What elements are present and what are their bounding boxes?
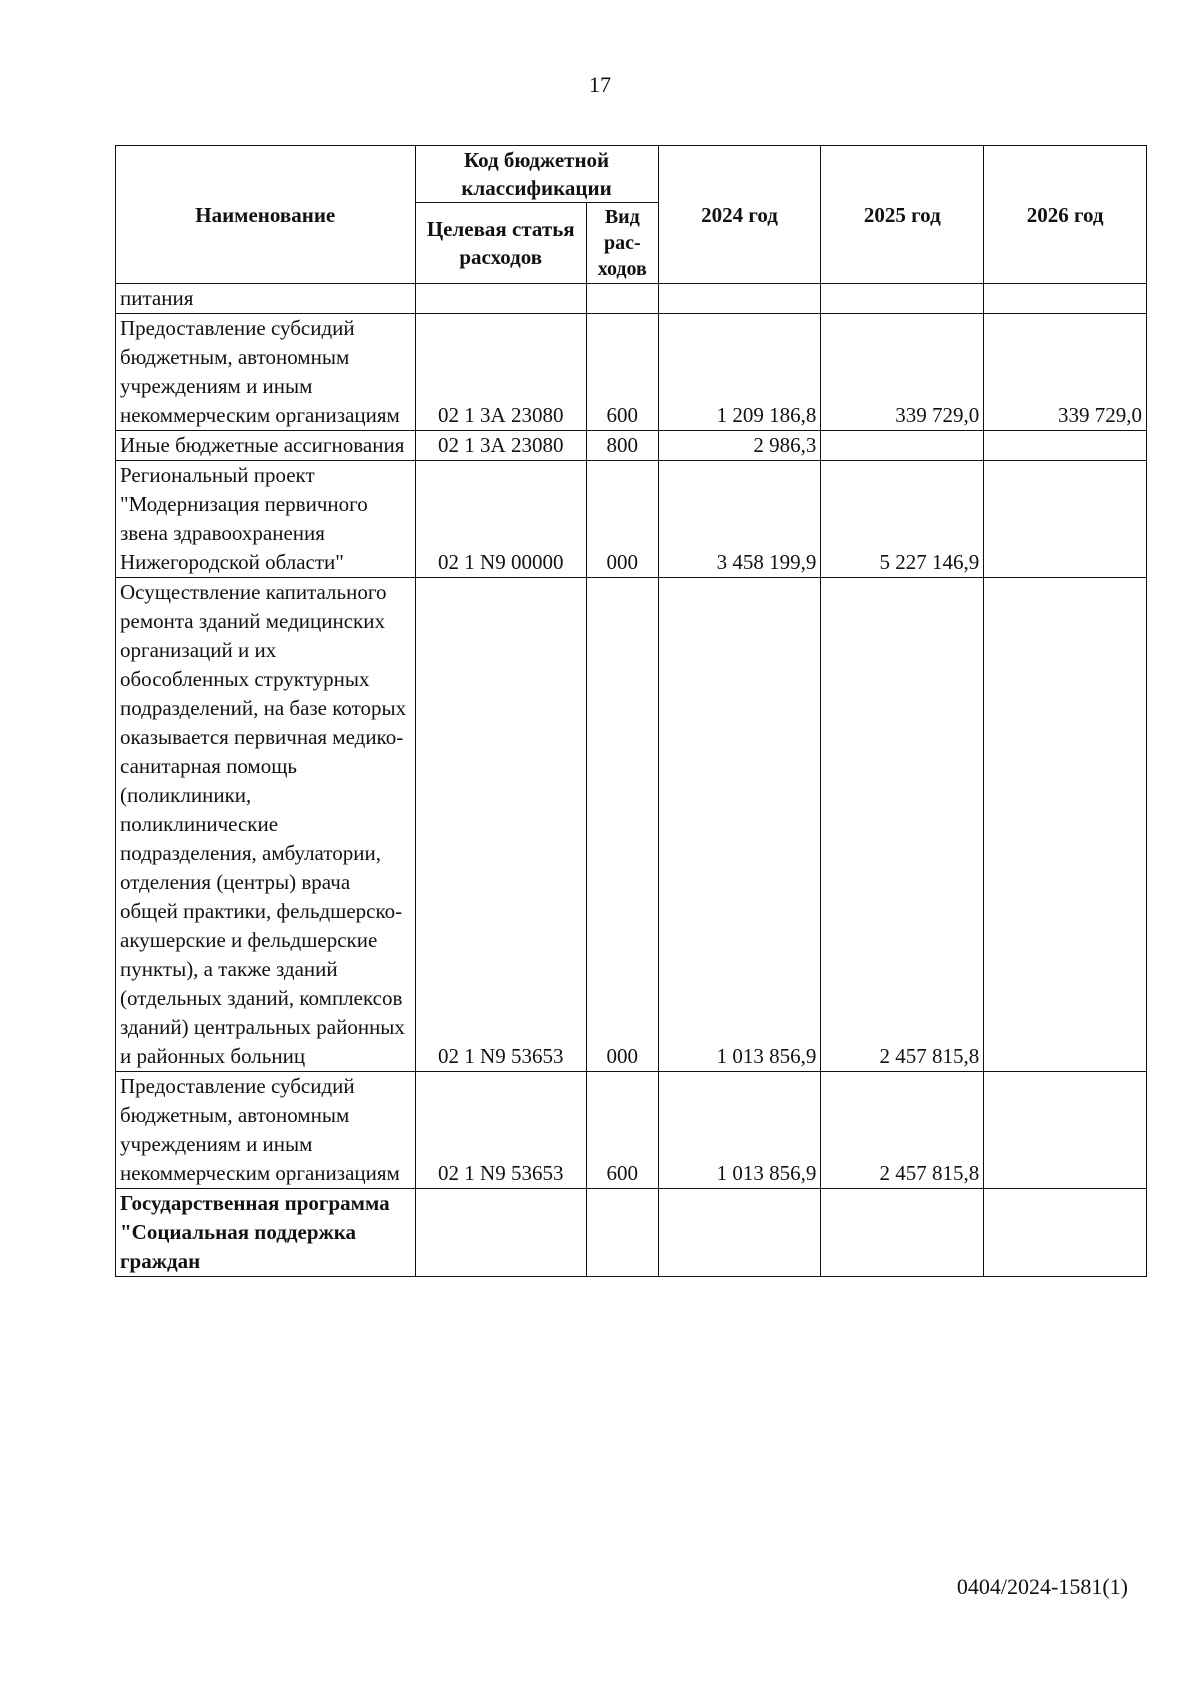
row-2026 <box>984 1072 1147 1189</box>
budget-table <box>115 145 1147 1277</box>
row-2024: 1 209 186,8 <box>658 314 821 431</box>
row-name: Предоставление субсидий бюджетным, автономным учреждениям и иным некоммерческим организациям <box>116 1072 416 1189</box>
table-row <box>116 431 1147 461</box>
row-target: 02 1 3А 23080 <box>415 314 586 431</box>
row-2026 <box>984 461 1147 578</box>
row-2026 <box>984 578 1147 1072</box>
row-2025: 5 227 146,9 <box>821 461 984 578</box>
row-2025 <box>821 284 984 314</box>
row-name: питания <box>116 284 416 314</box>
document-number: 0404/2024-1581(1) <box>956 1574 1128 1599</box>
header-2024: 2024 год <box>658 146 821 284</box>
table-row <box>116 1189 1147 1277</box>
row-2024 <box>658 284 821 314</box>
row-2025: 2 457 815,8 <box>821 1072 984 1189</box>
row-type: 600 <box>586 314 658 431</box>
row-2025 <box>821 1189 984 1277</box>
row-target: 02 1 N9 00000 <box>415 461 586 578</box>
row-2025 <box>821 431 984 461</box>
row-type: 800 <box>586 431 658 461</box>
page-number: 17 <box>589 72 611 97</box>
row-type: 600 <box>586 1072 658 1189</box>
header-name: Наименование <box>116 146 416 284</box>
row-2024: 3 458 199,9 <box>658 461 821 578</box>
header-row <box>116 146 1147 203</box>
row-name: Предоставление субсидий бюджетным, автономным учреждениям и иным некоммерческим организациям <box>116 314 416 431</box>
header-code-group: Код бюджетной классификации <box>415 146 658 203</box>
row-target: 02 1 N9 53653 <box>415 1072 586 1189</box>
row-type <box>586 284 658 314</box>
row-target <box>415 1189 586 1277</box>
row-2025: 2 457 815,8 <box>821 578 984 1072</box>
header-2026: 2026 год <box>984 146 1147 284</box>
header-2025: 2025 год <box>821 146 984 284</box>
row-type: 000 <box>586 461 658 578</box>
row-type: 000 <box>586 578 658 1072</box>
row-name: Государственная программа "Социальная поддержка граждан <box>116 1189 416 1277</box>
row-2024: 2 986,3 <box>658 431 821 461</box>
header-target: Целевая статья расходов <box>415 203 586 284</box>
row-name: Осуществление капитального ремонта зданий медицинских организаций и их обособленных структурных подразделений, на базе которых оказывается первичная медико-санитарная помощь (поликлиники, поликлинические подразделения, амбулатории, отделения (центры) врача общей практики, фельдшерско-акушерские и фельдшерские пункты), а также зданий (отдельных зданий, комплексов зданий) центральных районных и районных больниц <box>116 578 416 1072</box>
header-type: Вид рас- ходов <box>586 203 658 284</box>
table-row <box>116 1072 1147 1189</box>
row-target: 02 1 3А 23080 <box>415 431 586 461</box>
row-name: Иные бюджетные ассигнования <box>116 431 416 461</box>
row-name: Региональный проект "Модернизация первичного звена здравоохранения Нижегородской области" <box>116 461 416 578</box>
row-2026 <box>984 431 1147 461</box>
table-row <box>116 461 1147 578</box>
row-type <box>586 1189 658 1277</box>
row-2024: 1 013 856,9 <box>658 1072 821 1189</box>
row-target <box>415 284 586 314</box>
row-2024: 1 013 856,9 <box>658 578 821 1072</box>
table-row <box>116 578 1147 1072</box>
row-2024 <box>658 1189 821 1277</box>
table-row <box>116 314 1147 431</box>
row-2026 <box>984 284 1147 314</box>
row-2026: 339 729,0 <box>984 314 1147 431</box>
table-row <box>116 284 1147 314</box>
row-2025: 339 729,0 <box>821 314 984 431</box>
row-target: 02 1 N9 53653 <box>415 578 586 1072</box>
row-2026 <box>984 1189 1147 1277</box>
